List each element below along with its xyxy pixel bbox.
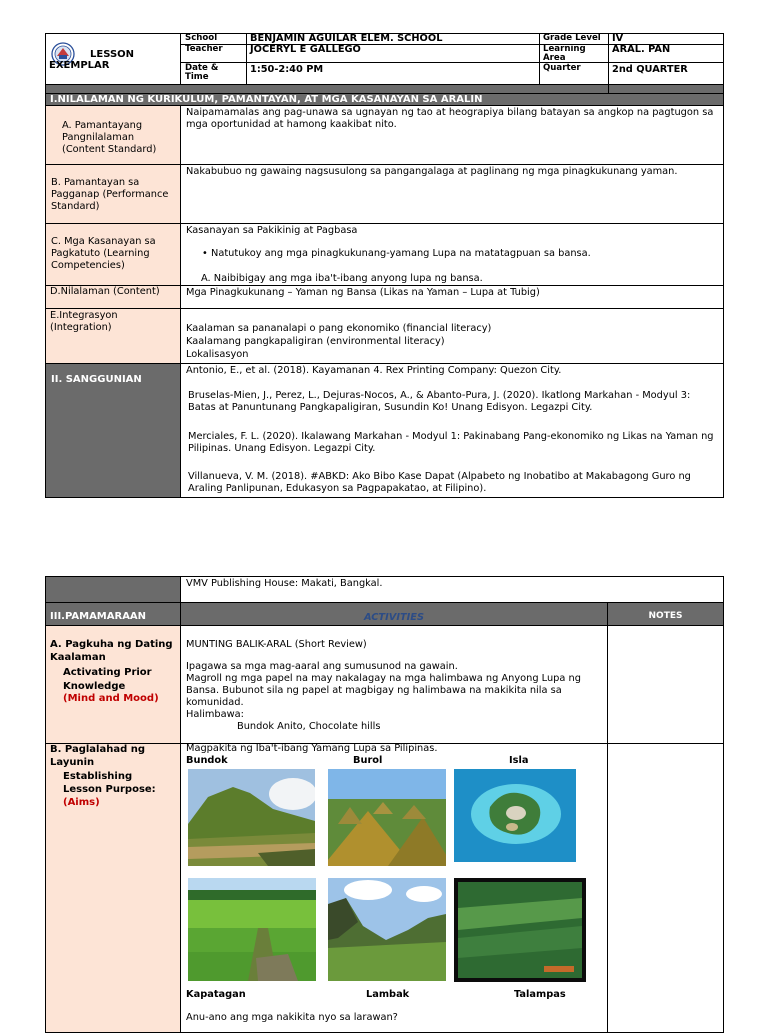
row-c-content [180,223,724,286]
img-label-burol: Burol [353,755,383,766]
row-a-label: A. Pamantayang Pangnilalaman (Content Standard) [45,105,181,165]
e-line2: Kaalamang pangkapaligiran (environmental literacy) [186,336,445,347]
talampas-image [454,878,586,982]
area-label: Learning Area [543,44,586,63]
iii-a-label2: Activating Prior Knowledge [63,667,152,692]
activities-header-text: ACTIVITIES [363,612,425,623]
teacher-label: Teacher [185,44,223,54]
quarter-value: 2nd QUARTER [612,64,688,75]
img-label-bundok: Bundok [186,755,228,766]
iii-b-label [45,743,181,1033]
ref-5: VMV Publishing House: Makati, Bangkal. [180,576,724,603]
iii-a-label1: A. Pagkuha ng Dating Kaalaman [50,639,173,663]
ref-3: Merciales, F. L. (2020). Ikalawang Markahan - Modyul 1: Pakinabang Pang-ekonomiko ng Likas na Yaman ng Pilipinas. Unang Edisyon. Legazpi City. [188,431,714,454]
c-bullet-text: Natutukoy ang mga pinagkukunang-yamang Lupa na matatagpuan sa bansa. [211,248,591,259]
row-a-content: Naipamamalas ang pag-unawa sa ugnayan ng tao at heograpiya bilang batayan sa angkop na pagtugon sa mga oportunidad at hamong kaakibat nito. [180,105,724,165]
bundok-image [188,769,315,866]
ref-4: Villanueva, V. M. (2018). #ABKD: Ako Bibo Kase Dapat (Alpabeto ng Inobatibo at Makabagong Guro ng Araling Panlipunan, Edukasyon sa Pagpapakatao, at Filipino). [188,471,691,494]
lesson-title-line2: EXEMPLAR [49,60,110,71]
iii-a-text4: Bundok Anito, Chocolate hills [237,721,381,732]
iii-a-notes [607,625,724,744]
lesson-title-line1: LESSON [90,49,135,60]
area-value: ARAL. PAN [612,44,671,55]
iii-b-label1: B. Paglalahad ng Layunin [50,744,146,768]
notes-header [607,602,724,626]
iii-b-intro: Magpakita ng Iba't-ibang Yamang Lupa sa Pilipinas. [186,743,438,754]
ref-1: Antonio, E., et al. (2018). Kayamanan 4. Rex Printing Company: Quezon City. [186,365,562,376]
row-d-content: Mga Pinagkukunang – Yaman ng Bansa (Likas na Yaman – Lupa at Tubig) [180,285,724,309]
row-b-label: B. Pamantayan sa Pagganap (Performance Standard) [45,164,181,224]
lambak-image [328,878,446,981]
isla-image [454,769,576,862]
activities-header [180,602,608,626]
section1-title: I.NILALAMAN NG KURIKULUM, PAMANTAYAN, AT MGA KASANAYAN SA ARALIN [45,93,724,106]
iii-a-content [180,625,608,744]
notes-header-text: NOTES [648,611,683,621]
grade-value: IV [612,33,624,44]
iii-b-question: Anu-ano ang mga nakikita nyo sa larawan? [186,1012,398,1023]
quarter-label: Quarter [543,63,581,73]
row-d-label: D.Nilalaman (Content) [45,285,181,309]
c-line3: A. Naibibigay ang mga iba't-ibang anyong lupa ng bansa. [201,273,483,284]
section2-title: II. SANGGUNIAN [45,363,181,498]
img-label-kapatagan: Kapatagan [186,989,246,1000]
page2-left-top [45,576,181,603]
date-value: 1:50-2:40 PM [250,64,324,75]
section2-content [180,363,724,498]
iii-a-text1: Ipagawa sa mga mag-aaral ang sumusunod na gawain. [186,661,458,672]
img-label-isla: Isla [509,755,529,766]
school-value: BENJAMIN AGUILAR ELEM. SCHOOL [250,33,443,44]
teacher-value: JOCERYL E GALLEGO [250,44,361,55]
row-b-content: Nakabubuo ng gawaing nagsusulong sa pangangalaga at paglinang ng mga pinagkukunang yaman. [180,164,724,224]
kapatagan-image [188,878,316,981]
section3-title: III.PAMAMARAAN [45,602,181,626]
row-e-label: E.Integrasyon (Integration) [45,308,181,364]
ref-2: Bruselas-Mien, J., Perez, L., Dejuras-Nocos, A., & Abanto-Pura, J. (2020). Ikatlong Markahan - Modyul 3: Batas at Panuntunang Pangkapaligiran, Susundin Ko! Unang Edisyon. Legazpi City. [188,390,691,413]
burol-image [328,769,446,866]
grade-label: Grade Level [543,33,601,43]
date-label: Date & Time [185,63,219,82]
row-e-content [180,308,724,364]
img-label-talampas: Talampas [514,989,566,1000]
row-c-label: C. Mga Kasanayan sa Pagkatuto (Learning Competencies) [45,223,181,286]
img-label-lambak: Lambak [366,989,410,1000]
iii-b-notes [607,743,724,1033]
c-bullet-icon: • [202,248,208,259]
iii-a-text3: Halimbawa: [186,709,244,720]
iii-b-label2: Establishing Lesson Purpose: [63,771,156,795]
header-lesson-cell [45,33,181,85]
iii-a-text2: Magroll ng mga papel na may nakalagay na mga halimbawa ng Anyong Lupa ng Bansa. Bubunot sila ng papel at magbigay ng halimbawa na makikita nila sa komunidad. [186,673,581,708]
school-label: School [185,33,218,43]
iii-a-title: MUNTING BALIK-ARAL (Short Review) [186,639,367,650]
iii-b-label3: (Aims) [63,797,100,808]
e-line1: Kaalaman sa pananalapi o pang ekonomiko (financial literacy) [186,323,492,334]
c-line1: Kasanayan sa Pakikinig at Pagbasa [186,225,358,236]
e-line3: Lokalisasyon [186,349,249,360]
iii-a-label [45,625,181,744]
iii-a-label3: (Mind and Mood) [63,693,159,704]
